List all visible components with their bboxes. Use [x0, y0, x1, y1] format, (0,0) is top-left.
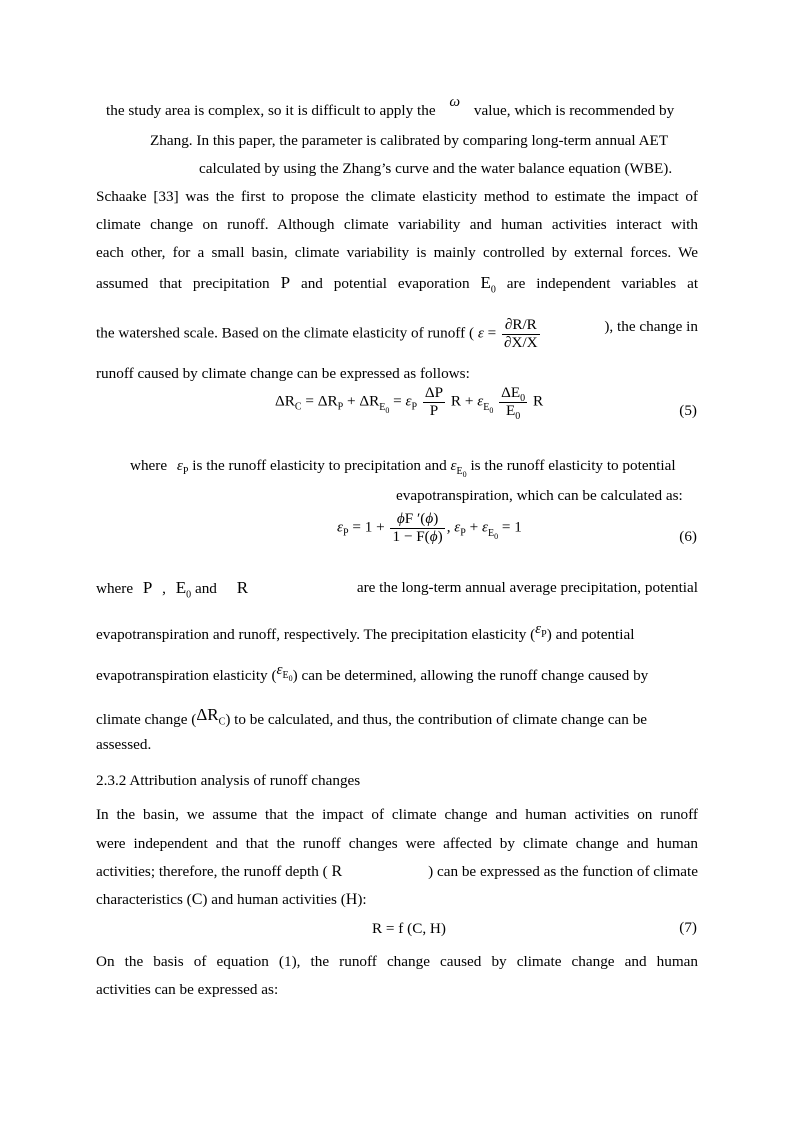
math-E0: $E_0$ — [175, 578, 192, 601]
text-line: climate change on runoff. Although climate variability and human activities interact with — [96, 216, 698, 233]
text-span: ) can be expressed as the function of climate — [428, 863, 698, 880]
text-line: Zhang. In this paper, the parameter is calibrated by comparing long-term annual AET — [150, 132, 669, 149]
text-span: value, which is recommended by — [473, 102, 675, 119]
text-span: and — [194, 580, 217, 597]
math-P: P — [142, 578, 153, 597]
equation-7: R = f (C, H) — [372, 920, 446, 937]
epsilon-E0: $\varepsilon_{E_0}$ — [450, 457, 467, 480]
text-line — [96, 578, 698, 599]
omega-symbol: ω — [449, 93, 461, 110]
text-line — [96, 862, 698, 882]
text-line: On the basis of equation (1), the runoff change caused by climate change and human — [96, 953, 698, 970]
text-span: where — [96, 580, 134, 597]
elasticity-formula: ε = $\frac{\partial R/R}{\partial X/X}$ — [477, 316, 538, 351]
epsilon-P: $\varepsilon_P$ — [176, 457, 189, 478]
text-span: the watershed scale. Based on the climate elasticity of runoff ( — [96, 324, 475, 342]
text-span: where — [130, 457, 168, 474]
text-span: evapotranspiration elasticity ( — [96, 667, 277, 684]
text-span: and potential evaporation — [300, 275, 470, 292]
text-line — [96, 317, 698, 351]
math-subscript: 0 — [490, 284, 496, 296]
text-span: is the runoff elasticity to precipitation and — [192, 457, 447, 474]
text-span: assumed that precipitation — [96, 275, 270, 292]
text-line: were independent and that the runoff changes were affected by climate change and human — [96, 835, 698, 852]
text-line — [106, 93, 675, 121]
text-span: ): — [357, 891, 367, 908]
equation-5: $\Delta R_C = \Delta R_P + \Delta R_{E_0} = \varepsilon_P$ $\frac{\Delta P}{P}$ $R + \varepsilon_{E_0}$ $\frac{\Delta E_0}{E_0}$ R — [275, 384, 544, 422]
text-span: activities; therefore, the runoff depth ( — [96, 863, 328, 880]
math-E: E — [480, 273, 491, 292]
math-R: R — [331, 863, 343, 880]
text-span: are independent variables at — [506, 275, 699, 292]
text-line — [96, 705, 698, 730]
text-line — [96, 620, 698, 645]
text-span: is the runoff elasticity to potential — [470, 457, 676, 474]
math-H: H — [345, 891, 358, 908]
text-span: , — [162, 580, 166, 597]
text-span: ) and potential — [546, 626, 635, 643]
text-span: ) and human activities ( — [202, 891, 346, 908]
text-line — [96, 661, 698, 686]
text-line: calculated by using the Zhang’s curve and the water balance equation (WBE). — [199, 160, 673, 177]
text-line — [96, 273, 698, 294]
text-span: are the long-term annual average precipitation, potential — [356, 579, 698, 596]
text-line: each other, for a small basin, climate variability is mainly controlled by external forces. We — [96, 244, 698, 261]
math-C: C — [191, 891, 203, 908]
text-line: activities can be expressed as: — [96, 981, 279, 998]
text-span: climate change ( — [96, 711, 197, 728]
text-span: ) can be determined, allowing the runoff change caused by — [292, 667, 649, 684]
delta-R-C: $\Delta R_C$ — [196, 705, 226, 728]
math-R: R — [236, 578, 249, 597]
epsilon-E0: $\varepsilon_{E_0}$ — [276, 661, 293, 684]
text-line: assessed. — [96, 736, 152, 753]
equation-number: (5) — [679, 402, 697, 419]
text-line — [96, 890, 367, 910]
section-heading: 2.3.2 Attribution analysis of runoff changes — [96, 772, 361, 789]
text-span: ) to be calculated, and thus, the contribution of climate change can be — [225, 711, 648, 728]
text-line: evapotranspiration, which can be calculated as: — [396, 487, 683, 504]
math-E0 — [480, 273, 496, 296]
equation-6: $\varepsilon_P = 1$ + $\frac{\phi F '(\phi)}{1 - F(\phi)}$ , $\varepsilon_P + \varepsilon_{E_0} = 1$ — [337, 510, 522, 545]
text-span: the study area is complex, so it is difficult to apply the — [106, 102, 436, 119]
text-span: ), the change in — [604, 318, 698, 335]
equation-number: (7) — [679, 919, 697, 936]
epsilon-P: $\varepsilon_P$ — [535, 620, 547, 641]
equation-number: (6) — [679, 528, 697, 545]
math-P: P — [280, 273, 291, 292]
text-line: Schaake [33] was the first to propose the climate elasticity method to estimate the impact of — [96, 188, 698, 205]
text-line: In the basin, we assume that the impact of climate change and human activities on runoff — [96, 806, 698, 823]
text-span: evapotranspiration and runoff, respectively. The precipitation elasticity ( — [96, 626, 536, 643]
text-line: runoff caused by climate change can be expressed as follows: — [96, 365, 470, 382]
text-span: characteristics ( — [96, 891, 192, 908]
text-line — [130, 456, 676, 480]
